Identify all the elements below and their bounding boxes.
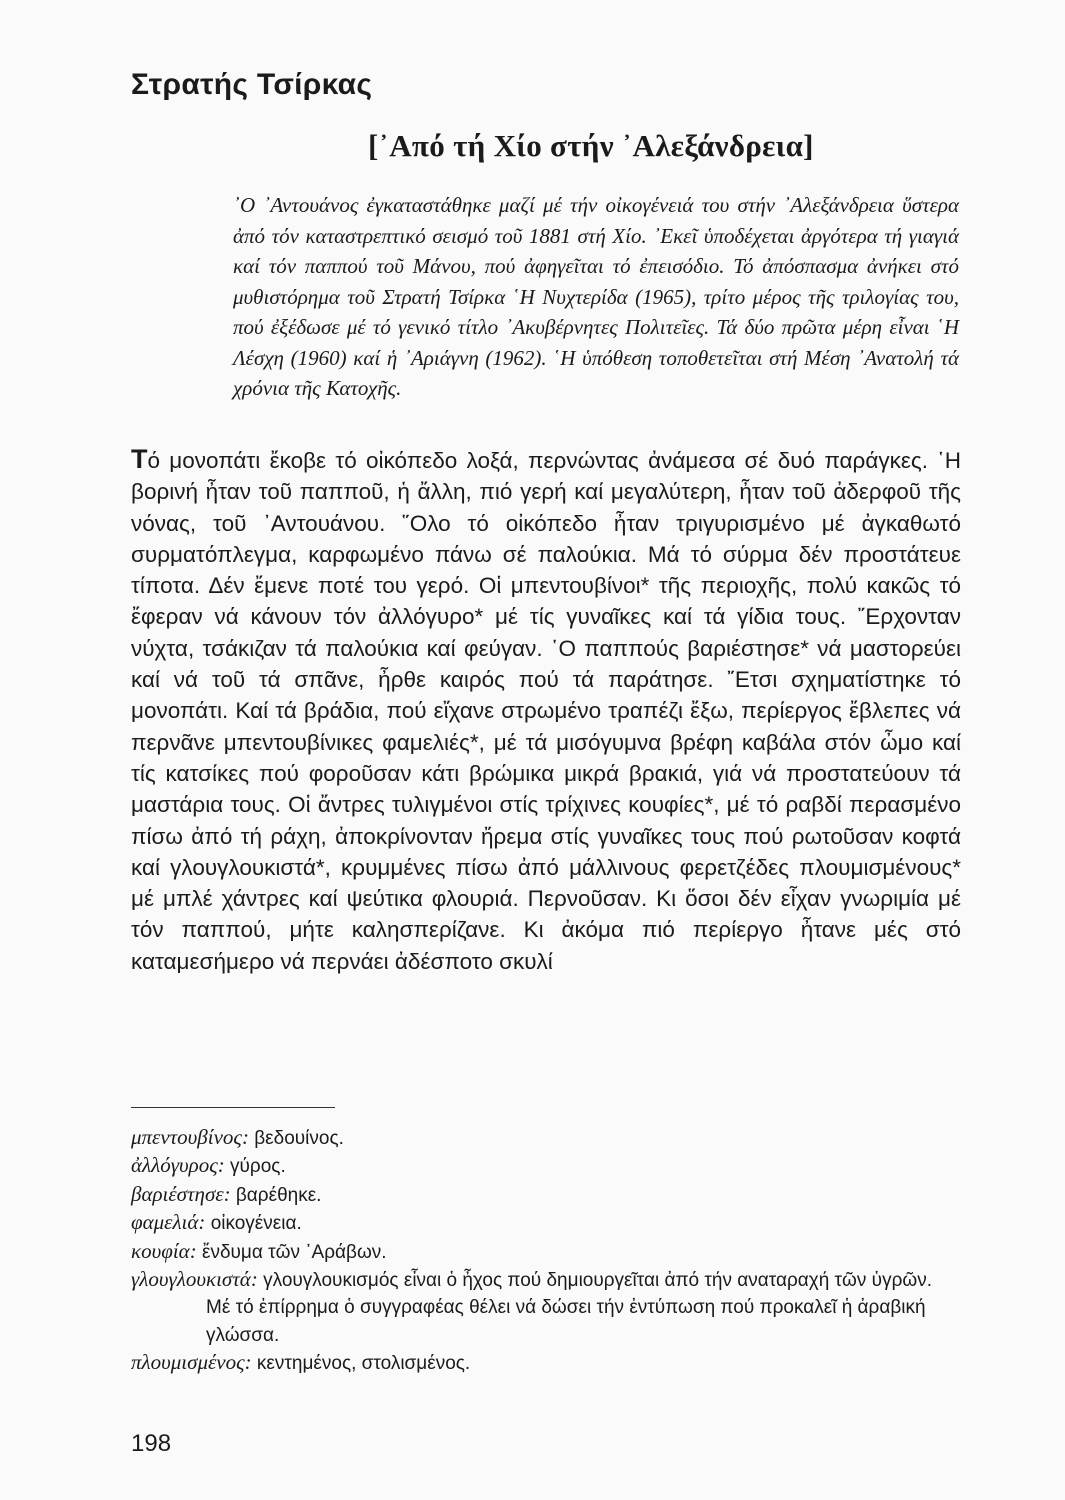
glossary-entry bbox=[131, 1266, 961, 1349]
glossary-entry bbox=[131, 1152, 961, 1180]
glossary-term: βαριέστησε: bbox=[131, 1181, 231, 1206]
main-text bbox=[131, 444, 961, 977]
glossary bbox=[131, 1124, 961, 1378]
author-heading: Στρατής Τσίρκας bbox=[131, 68, 373, 101]
glossary-definition: οἰκογένεια. bbox=[210, 1213, 302, 1235]
glossary-term: φαμελιά: bbox=[131, 1210, 206, 1235]
glossary-entry bbox=[131, 1349, 961, 1377]
glossary-definition: γύρος. bbox=[230, 1156, 286, 1178]
main-paragraph-text: ό μονοπάτι ἔκοβε τό οἰκόπεδο λοξά, περνώντας ἀνάμεσα σέ δυό παράγκες. ῾Η βορινή ἦταν τοῦ παπποῦ, ἡ ἄλλη, πιό γερή καί μεγαλύτερη, ἦταν τοῦ ἀδερφοῦ τῆς νόνας, τοῦ ᾿Αντουάνου. ῞Ολο τό οἰκόπεδο ἦταν τριγυρισμένο μέ ἀγκαθωτό συρματόπλεγμα, καρφωμένο πάνω σέ παλούκια. Μά τό σύρμα δέν προστάτευε τίποτα. Δέν ἔμενε ποτέ του γερό. Οἱ μπεντουβίνοι* τῆς περιοχῆς, πολύ κακῶς τό ἔφεραν νά κάνουν τόν ἀλλόγυρο* μέ τίς γυναῖκες καί τά γίδια τους. ῎Ερχονταν νύχτα, τσάκιζαν τά παλούκια καί φεύγαν. ῾Ο παππούς βαριέστησε* νά μαστορεύει καί νά τοῦ τά σπᾶνε, ἦρθε καιρός πού τά παράτησε. ῎Ετσι σχηματίστηκε τό μονοπάτι. Καί τά βράδια, πού εἴχανε στρωμένο τραπέζι ἔξω, περίεργος ἔβλεπες νά περνᾶνε μπεντουβίνικες φαμελιές*, μέ τά μισόγυμνα βρέφη καβάλα στόν ὦμο καί τίς κατσίκες πού φοροῦσαν κάτι βρώμικα μικρά βρακιά, γιά νά προστατεύουν τά μαστάρια τους. Οἱ ἄντρες τυλιγμένοι στίς τρίχινες κουφίες*, μέ τό ραβδί περασμένο πίσω ἀπό τή ράχη, ἀποκρίνονταν ἤρεμα στίς γυναῖκες τους πού ρωτοῦσαν κοφτά καί γλουγλουκιστά*, κρυμμένες πίσω ἀπό μάλλινους φερετζέδες πλουμισμένους* μέ μπλέ χάντρες καί ψεύτικα φλουριά. Περνοῦσαν. Κι ὅσοι δέν εἶχαν γνωριμία μέ τόν παππού, μήτε καλησπερίζανε. Κι ἀκόμα πιό περίεργο ἦτανε μές στό καταμεσήμερο νά περνάει ἀδέσποτο σκυλί bbox=[131, 448, 961, 974]
glossary-term: μπεντουβίνος: bbox=[131, 1125, 249, 1149]
glossary-definition: ἔνδυμα τῶν ᾿Αράβων. bbox=[201, 1241, 387, 1263]
glossary-entry bbox=[131, 1181, 961, 1209]
glossary-entry bbox=[131, 1209, 961, 1237]
glossary-definition: βαρέθηκε. bbox=[235, 1184, 322, 1206]
glossary-entry bbox=[131, 1124, 961, 1152]
glossary-definition: γλουγλουκισμός εἶναι ὁ ἦχος πού δημιουργεῖται ἀπό τήν αναταραχή τῶν ὑγρῶν. Μέ τό ἐπίρρημα ὁ συγγραφέας θέλει νά δώσει τήν ἐντύπωση πού προκαλεῖ ἡ ἀραβική γλώσσα. bbox=[206, 1270, 932, 1346]
page-number: 198 bbox=[131, 1430, 172, 1457]
intro-paragraph bbox=[233, 190, 959, 404]
glossary-definition: κεντημένος, στολισμένος. bbox=[256, 1353, 471, 1375]
glossary-definition: βεδουίνος. bbox=[254, 1128, 344, 1149]
glossary-entry bbox=[131, 1238, 961, 1266]
footnote-divider bbox=[131, 1107, 335, 1108]
main-paragraph bbox=[131, 444, 961, 977]
dropcap-letter: Τ bbox=[131, 444, 148, 474]
glossary-term: γλουγλουκιστά: bbox=[131, 1267, 258, 1292]
glossary-term: ἀλλόγυρος: bbox=[131, 1153, 225, 1178]
excerpt-title: [᾿Από τή Χίο στήν ᾿Αλεξάνδρεια] bbox=[368, 128, 814, 163]
glossary-term: πλουμισμένος: bbox=[131, 1350, 252, 1375]
glossary-term: κουφία: bbox=[131, 1238, 197, 1263]
intro-text: ᾿Ο ᾿Αντουάνος ἐγκαταστάθηκε μαζί μέ τήν οἰκογένειά του στήν ᾿Αλεξάνδρεια ὕστερα ἀπό τόν καταστρεπτικό σεισμό τοῦ 1881 στή Χίο. ᾿Εκεῖ ὑποδέχεται ἀργότερα τή γιαγιά καί τόν παππού τοῦ Μάνου, πού ἀφηγεῖται τό ἐπεισόδιο. Τό ἀπόσπασμα ἀνήκει στό μυθιστόρημα τοῦ Στρατή Τσίρκα ῾Η Νυχτερίδα (1965), τρίτο μέρος τῆς τριλογίας του, πού ἐξέδωσε μέ τό γενικό τίτλο ᾿Ακυβέρνητες Πολιτεῖες. Τά δύο πρῶτα μέρη εἶναι ῾Η Λέσχη (1960) καί ἡ ᾿Αριάγνη (1962). ῾Η ὑπόθεση τοποθετεῖται στή Μέση ᾿Ανατολή τά χρόνια τῆς Κατοχῆς. bbox=[233, 193, 959, 400]
